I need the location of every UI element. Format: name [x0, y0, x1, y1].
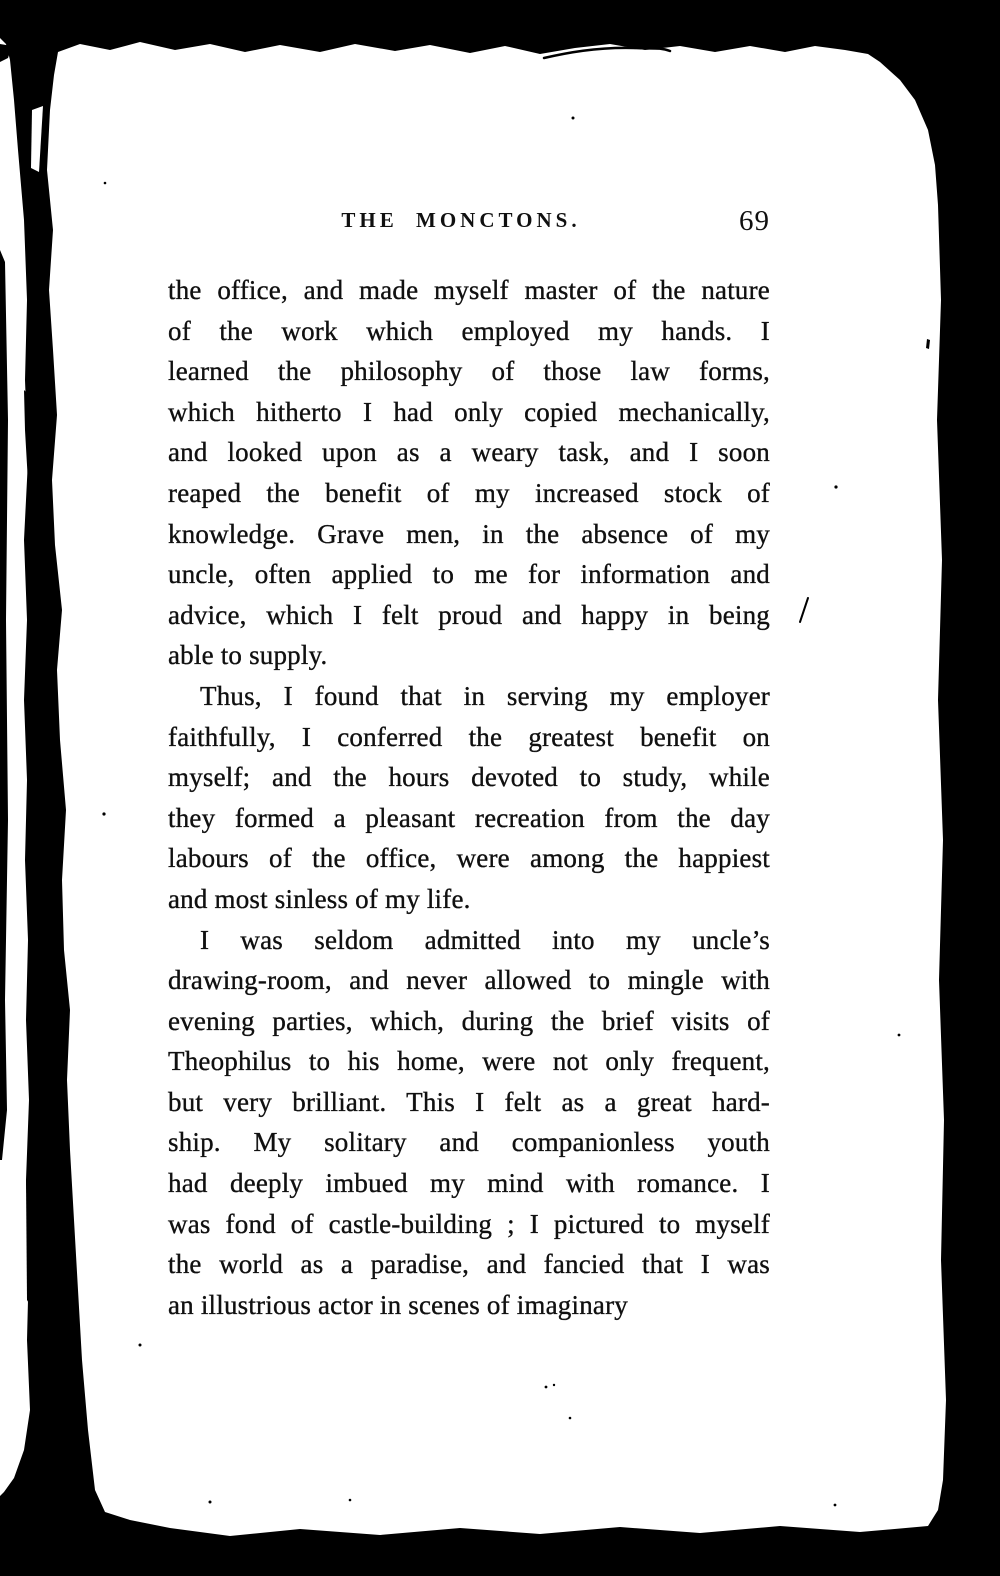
text-line: knowledge. Grave men, in the absence of my: [168, 518, 770, 549]
text-line: and most sinless of my life.: [168, 883, 471, 914]
text-line: advice, which I felt proud and happy in being: [168, 599, 770, 630]
text-line: had deeply imbued my mind with romance. I: [168, 1168, 770, 1199]
text-line: and looked upon as a weary task, and I soon: [168, 437, 770, 468]
text-line: the world as a paradise, and fancied that I was: [168, 1249, 770, 1280]
text-line: faithfully, I conferred the greatest benefit on: [168, 721, 770, 752]
text-line: Theophilus to his home, were not only frequent,: [168, 1046, 770, 1077]
text-line: they formed a pleasant recreation from the day: [168, 802, 770, 833]
text-line: was fond of castle-building ; I pictured to myself: [168, 1208, 770, 1239]
text-block: [168, 270, 770, 1325]
text-line: learned the philosophy of those law forms,: [168, 356, 770, 387]
text-line: evening parties, which, during the brief visits of: [168, 1005, 770, 1036]
text-line: I was seldom admitted into my uncle’s: [200, 924, 770, 955]
text-line: drawing-room, and never allowed to mingle with: [168, 965, 770, 996]
text-line: but very brilliant. This I felt as a great hard-: [168, 1086, 770, 1117]
running-header: [168, 205, 770, 242]
text-line: an illustrious actor in scenes of imaginary: [168, 1289, 628, 1320]
text-line: the office, and made myself master of the nature: [168, 275, 770, 305]
page-number: 69: [739, 205, 770, 237]
text-line: which hitherto I had only copied mechanically,: [168, 396, 770, 427]
text-line: ship. My solitary and companionless youth: [168, 1127, 770, 1158]
text-line: myself; and the hours devoted to study, while: [168, 762, 770, 793]
text-line: of the work which employed my hands. I: [168, 315, 770, 346]
text-line: uncle, often applied to me for information and: [168, 559, 770, 590]
text-line: reaped the benefit of my increased stock of: [168, 477, 770, 508]
header-title: THE MONCTONS.: [341, 208, 581, 232]
text-line: Thus, I found that in serving my employer: [200, 680, 770, 711]
text-line: able to supply.: [168, 640, 328, 671]
text-line: labours of the office, were among the happiest: [168, 843, 770, 874]
